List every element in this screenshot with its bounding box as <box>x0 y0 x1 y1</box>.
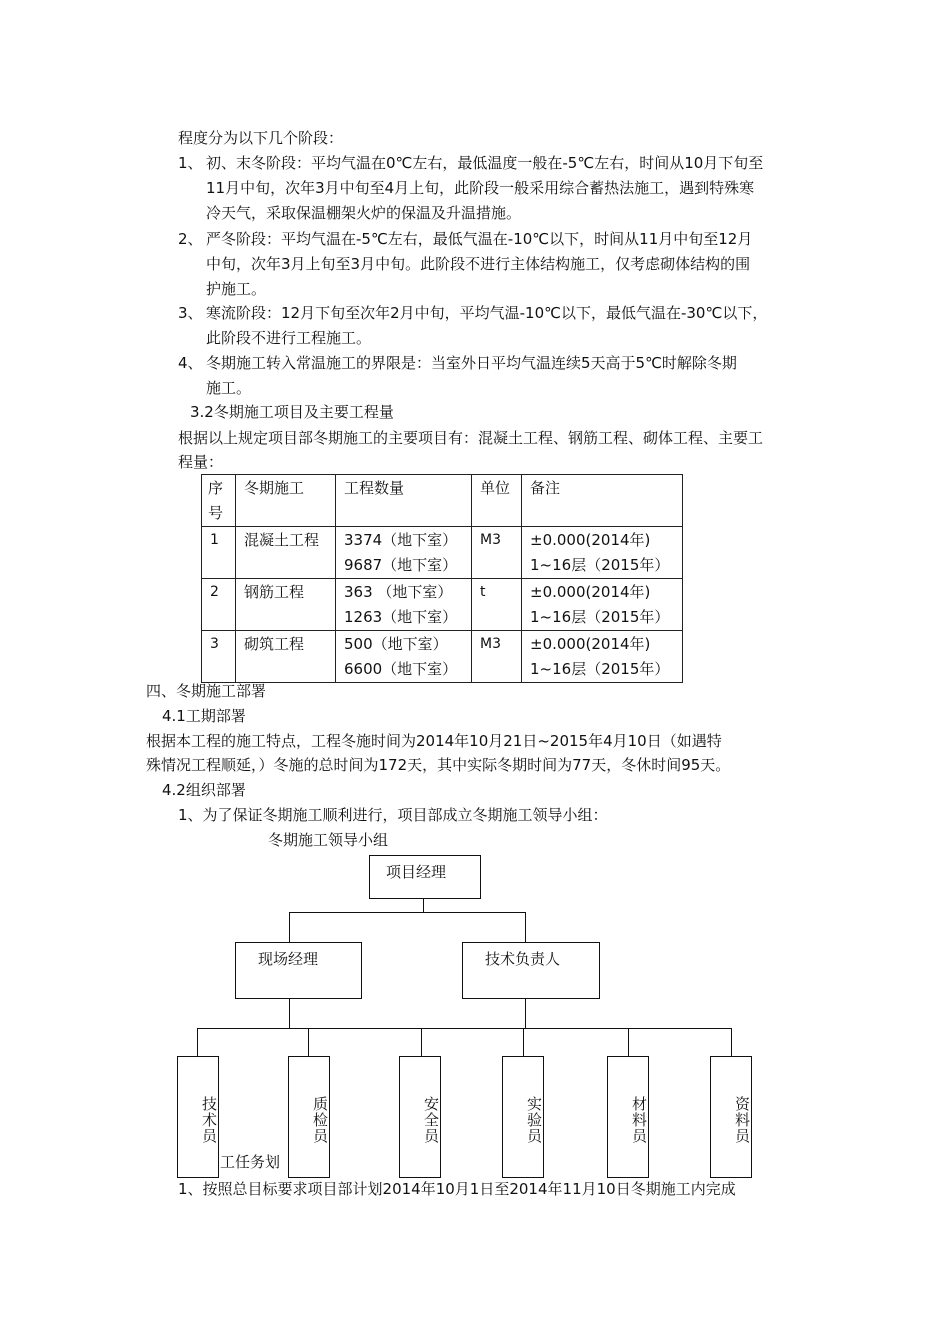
section-4-1-para: 根据本工程的施工特点，工程冬施时间为2014年10月21日~2015年4月10日（如遇特 <box>146 732 722 750</box>
connector-line <box>525 912 526 943</box>
quantity-line: 3374（地下室） <box>344 531 458 549</box>
table-row <box>202 631 683 683</box>
connector-line <box>525 999 526 1029</box>
note-line: 1~16层（2015年） <box>530 608 670 626</box>
org-chart-title: 冬期施工领导小组 <box>268 831 389 849</box>
quantity-line: 1263（地下室） <box>344 608 458 626</box>
org-box-document-officer <box>710 1056 752 1178</box>
row-quantity <box>336 527 472 579</box>
row-unit: M3 <box>472 527 522 579</box>
org-box-technical-lead <box>462 942 600 999</box>
row-number: 2 <box>202 579 236 631</box>
connector-line <box>628 1028 629 1056</box>
phase-number: 3、 <box>178 304 203 322</box>
connector-line <box>197 1028 198 1056</box>
section-3-2-para: 程量： <box>178 453 224 471</box>
quantity-line: 363 （地下室） <box>344 583 453 601</box>
header-cell: 单位 <box>472 475 522 527</box>
row-item: 混凝土工程 <box>236 527 336 579</box>
org-box-lab-technician <box>502 1056 544 1178</box>
row-number: 3 <box>202 631 236 683</box>
phase-line: 中旬，次年3月上旬至3月中旬。此阶段不进行主体结构施工，仅考虑砌体结构的围 <box>206 255 751 273</box>
row-item: 钢筋工程 <box>236 579 336 631</box>
section-3-2-heading: 3.2冬期施工项目及主要工程量 <box>190 403 394 421</box>
row-note <box>522 631 683 683</box>
note-line: ±0.000(2014年) <box>530 635 651 653</box>
org-box-materials-officer <box>607 1056 649 1178</box>
section-4-2-item: 1、为了保证冬期施工顺利进行，项目部成立冬期施工领导小组： <box>178 806 608 824</box>
org-label: 质检员 <box>311 1095 329 1144</box>
header-cell: 序号 <box>202 475 236 527</box>
note-line: ±0.000(2014年) <box>530 583 651 601</box>
row-quantity <box>336 631 472 683</box>
phase-line: 寒流阶段：12月下旬至次年2月中旬，平均气温-10℃以下，最低气温在-30℃以下， <box>206 304 768 322</box>
phase-line: 初、末冬阶段：平均气温在0℃左右，最低温度一般在-5℃左右，时间从10月下旬至 <box>206 154 764 172</box>
row-item: 砌筑工程 <box>236 631 336 683</box>
org-box-technician <box>177 1056 219 1178</box>
work-quantity-table <box>201 474 683 683</box>
phase-number: 1、 <box>178 154 203 172</box>
connector-line <box>289 999 290 1029</box>
org-label: 资料员 <box>733 1095 751 1144</box>
connector-line <box>197 1028 732 1029</box>
section-4-1-heading: 4.1工期部署 <box>162 707 246 725</box>
quantity-line: 500（地下室） <box>344 635 448 653</box>
connector-line <box>421 1028 422 1056</box>
org-label: 技术员 <box>200 1095 218 1144</box>
note-line: ±0.000(2014年) <box>530 531 651 549</box>
header-cell: 备注 <box>522 475 683 527</box>
phase-line: 护施工。 <box>206 280 267 298</box>
connector-line <box>523 1028 524 1056</box>
row-unit: t <box>472 579 522 631</box>
row-note <box>522 527 683 579</box>
org-label: 实验员 <box>525 1095 543 1144</box>
task-heading: 工任务划 <box>220 1153 281 1171</box>
org-box-quality-inspector <box>288 1056 330 1178</box>
phase-line: 冬期施工转入常温施工的界限是：当室外日平均气温连续5天高于5℃时解除冬期 <box>206 354 737 372</box>
connector-line <box>308 1028 309 1056</box>
org-label: 技术负责人 <box>485 950 561 968</box>
section-4-1-para: 殊情况工程顺延，）冬施的总时间为172天，其中实际冬期时间为77天，冬休时间95天。 <box>146 756 731 774</box>
note-line: 1~16层（2015年） <box>530 556 670 574</box>
header-cell: 冬期施工 <box>236 475 336 527</box>
org-box-project-manager <box>369 855 481 899</box>
section-4-heading: 四、冬期施工部署 <box>146 682 267 700</box>
connector-line <box>289 912 526 913</box>
connector-line <box>731 1028 732 1056</box>
task-line: 1、按照总目标要求项目部计划2014年10月1日至2014年11月10日冬期施工内完成 <box>178 1180 736 1198</box>
org-label: 材料员 <box>630 1095 648 1144</box>
phase-number: 2、 <box>178 230 203 248</box>
phase-line: 此阶段不进行工程施工。 <box>206 329 372 347</box>
table-row <box>202 579 683 631</box>
quantity-line: 9687（地下室） <box>344 556 458 574</box>
row-quantity <box>336 579 472 631</box>
connector-line <box>423 899 424 913</box>
org-label: 安全员 <box>422 1095 440 1144</box>
phase-number: 4、 <box>178 354 203 372</box>
row-unit: M3 <box>472 631 522 683</box>
row-number: 1 <box>202 527 236 579</box>
intro-text: 程度分为以下几个阶段： <box>178 129 344 147</box>
table-header-row <box>202 475 683 527</box>
phase-line: 严冬阶段：平均气温在-5℃左右，最低气温在-10℃以下，时间从11月中旬至12月 <box>206 230 753 248</box>
org-box-safety-officer <box>399 1056 441 1178</box>
section-3-2-para: 根据以上规定项目部冬期施工的主要项目有：混凝土工程、钢筋工程、砌体工程、主要工 <box>178 429 764 447</box>
phase-line: 冷天气，采取保温棚架火炉的保温及升温措施。 <box>206 204 522 222</box>
connector-line <box>289 912 290 943</box>
org-label: 现场经理 <box>258 950 319 968</box>
row-note <box>522 579 683 631</box>
phase-line: 施工。 <box>206 379 252 397</box>
header-cell: 工程数量 <box>336 475 472 527</box>
quantity-line: 6600（地下室） <box>344 660 458 678</box>
phase-line: 11月中旬，次年3月中旬至4月上旬，此阶段一般采用综合蓄热法施工，遇到特殊寒 <box>206 179 755 197</box>
table-row <box>202 527 683 579</box>
org-box-site-manager <box>235 942 362 999</box>
note-line: 1~16层（2015年） <box>530 660 670 678</box>
section-4-2-heading: 4.2组织部署 <box>162 781 246 799</box>
org-label: 项目经理 <box>386 863 447 881</box>
